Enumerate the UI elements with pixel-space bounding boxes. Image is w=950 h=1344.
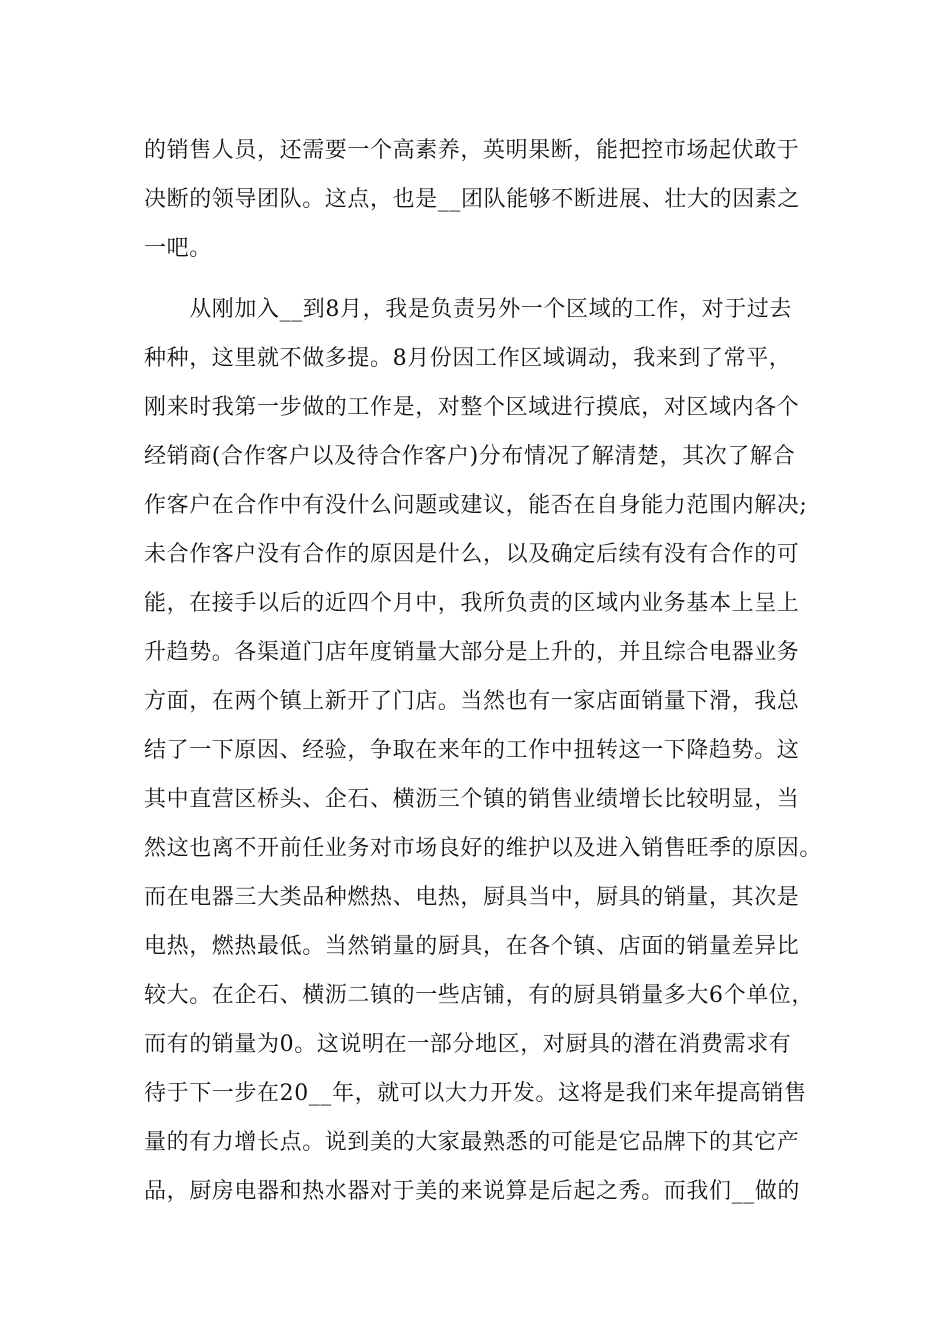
- text-line: 较大。在企石、横沥二镇的一些店铺，有的厨具销量多大6个单位，: [144, 983, 814, 1008]
- text-line: 升趋势。各渠道门店年度销量大部分是上升的，并且综合电器业务: [144, 640, 800, 665]
- text-line: 决断的领导团队。这点，也是__团队能够不断进展、壮大的因素之: [144, 187, 801, 212]
- text-line: 而有的销量为0。这说明在一部分地区，对厨具的潜在消费需求有: [144, 1032, 792, 1057]
- text-line: 未合作客户没有合作的原因是什么，以及确定后续有没有合作的可: [144, 542, 800, 567]
- text-line: 待于下一步在20__年，就可以大力开发。这将是我们来年提高销售: [144, 1081, 807, 1106]
- text-line: 而在电器三大类品种燃热、电热，厨具当中，厨具的销量，其次是: [144, 885, 800, 910]
- text-line: 方面，在两个镇上新开了门店。当然也有一家店面销量下滑，我总: [144, 689, 800, 714]
- text-line: 其中直营区桥头、企石、横沥三个镇的销售业绩增长比较明显，当: [144, 787, 800, 812]
- text-line: 刚来时我第一步做的工作是，对整个区域进行摸底，对区域内各个: [144, 395, 800, 420]
- text-line: 然这也离不开前任业务对市场良好的维护以及进入销售旺季的原因。: [144, 836, 823, 861]
- text-line: 作客户在合作中有没什么问题或建议，能否在自身能力范围内解决;: [144, 493, 808, 518]
- text-line: 一吧。: [144, 236, 212, 261]
- text-line: 结了一下原因、经验，争取在来年的工作中扭转这一下降趋势。这: [144, 738, 800, 763]
- paragraph-gap: [144, 273, 844, 285]
- text-line: [144, 1216, 844, 1265]
- text-line: 经销商(合作客户以及待合作客户)分布情况了解清楚，其次了解合: [144, 444, 796, 469]
- text-line: 量的有力增长点。说到美的大家最熟悉的可能是它品牌下的其它产: [144, 1130, 800, 1155]
- body-text: [144, 126, 844, 1265]
- text-line: 能，在接手以后的近四个月中，我所负责的区域内业务基本上呈上: [144, 591, 800, 616]
- text-line: 种种，这里就不做多提。8月份因工作区域调动，我来到了常平，: [144, 346, 792, 371]
- paragraph-2: [144, 285, 844, 1265]
- text-line: 电热，燃热最低。当然销量的厨具，在各个镇、店面的销量差异比: [144, 934, 800, 959]
- paragraph-1: [144, 126, 844, 273]
- text-line: 从刚加入__到8月，我是负责另外一个区域的工作，对于过去: [144, 297, 792, 322]
- text-line: 的销售人员，还需要一个高素养，英明果断，能把控市场起伏敢于: [144, 138, 800, 163]
- text-line: 品，厨房电器和热水器对于美的来说算是后起之秀。而我们__做的: [144, 1179, 801, 1204]
